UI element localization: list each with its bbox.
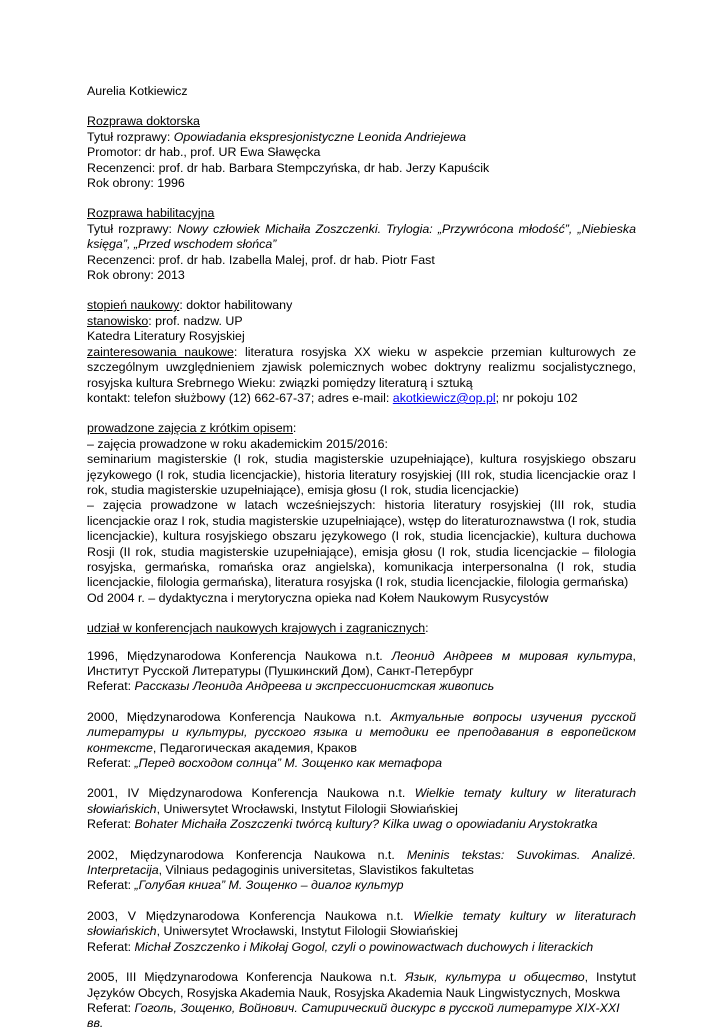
- document-page: [87, 84, 636, 1032]
- classes-circle: Od 2004 r. – dydaktyczna i merytoryczna opieka nad Kołem Naukowym Rusycystów: [87, 590, 549, 605]
- conference-referat: Referat: „Перед восходом солнца” М. Зощенко как метафора: [87, 756, 443, 771]
- conference-referat: Referat: Bohater Michaiła Zoszczenki twórcą kultury? Kilka uwag o opowiadaniu Arystokratka: [87, 817, 598, 832]
- conference-entry: [87, 710, 636, 772]
- department-line: Katedra Literatury Rosyjskiej: [87, 329, 245, 344]
- conference-referat: Referat: Гоголь, Зощенко, Войнович. Сатирический дискурс в русской литературе XIX-XXI вв.: [87, 1000, 620, 1031]
- classes-earlier: – zajęcia prowadzone w latach wcześniejszych: historia literatury rosyjskiej (III rok, studia licencjackie oraz I rok, studia magisterskie uzupełniające), wstęp do literaturoznawstwa (I rok, studia licencjackie), kultura rosyjskiego obszaru językowego (I rok, studia licencjackie), kultura duchowa Rosji (II rok, studia magisterskie uzupełniające), emisja głosu (I rok, studia licencjackie – filologia rosyjska, germańska, romańska oraz angielska), komunikacja interpersonalna (I rok, studia licencjackie, filologia germańska), literatura rosyjska (I rok, studia licencjackie, filologia germańska): [87, 498, 636, 590]
- classes-current-desc: seminarium magisterskie (I rok, studia magisterskie uzupełniające), kultura rosyjskiego obszaru językowego (I rok, studia licencjackie), historia literatury rosyjskiej (III rok, studia licencjackie oraz I rok, studia magisterskie uzupełniające), emisja głosu (I rok, studia licencjackie): [87, 452, 636, 497]
- conferences-heading: udział w konferencjach naukowych krajowych i zagranicznych:: [87, 621, 429, 636]
- conference-entry: [87, 649, 636, 695]
- conference-description: 2001, IV Międzynarodowa Konferencja Naukowa n.t. Wielkie tematy kultury w literaturach słowiańskich, Uniwersytet Wrocławski, Instytut Filologii Słowiańskiej: [87, 786, 636, 816]
- conference-description: 2002, Międzynarodowa Konferencja Naukowa n.t. Meninis tekstas: Suvokimas. Analizė. Interpretacija, Vilniaus pedagoginis universitetas, Slavistikos fakultetas: [87, 847, 636, 878]
- classes-section: [87, 421, 636, 606]
- habilitation-reviewers: Recenzenci: prof. dr hab. Izabella Malej, prof. dr hab. Piotr Fast: [87, 252, 435, 267]
- conference-referat: Referat: „Голубая книга” М. Зощенко – диалог культур: [87, 878, 404, 893]
- conference-description: 2005, III Międzynarodowa Konferencja Naukowa n.t. Язык, культура и общество, Instytut Języków Obcych, Rosyjska Akademia Nauk, Rosyjska Akademia Nauk Lingwistycznych, Moskwa: [87, 970, 636, 1000]
- conference-entry: [87, 970, 636, 1032]
- doctoral-reviewers: Recenzenci: prof. dr hab. Barbara Stempczyńska, dr hab. Jerzy Kapuścik: [87, 160, 490, 175]
- interests-line: zainteresowania naukowe: literatura rosyjska XX wieku w aspekcie przemian kulturowych ze szczególnym uwzględnieniem zjawisk polemicznych wobec doktryny realizmu socjalistycznego, rosyjska kultura Srebrnego Wieku: związki pomiędzy literaturą i sztuką: [87, 344, 636, 390]
- doctoral-section: [87, 114, 636, 191]
- doctoral-year: Rok obrony: 1996: [87, 176, 185, 191]
- doctoral-promotor: Promotor: dr hab., prof. UR Ewa Sławęcka: [87, 145, 321, 160]
- conferences-section: [87, 621, 636, 1032]
- conference-entry: [87, 909, 636, 955]
- author-name: Aurelia Kotkiewicz: [87, 84, 188, 98]
- email-link[interactable]: akotkiewicz@op.pl: [392, 390, 496, 405]
- classes-current: – zajęcia prowadzone w roku akademickim 2015/2016:: [87, 436, 388, 451]
- conference-description: 2000, Międzynarodowa Konferencja Naukowa n.t. Актуальные вопросы изучения русской литературы и культуры, русского языка и методики ее преподавания в европейском контексте, Педагогическая академия, Краков: [87, 709, 636, 755]
- contact-line: kontakt: telefon służbowy (12) 662-67-37; adres e-mail: akotkiewicz@op.pl; nr pokoju 102: [87, 390, 578, 405]
- habilitation-section: [87, 206, 636, 283]
- conference-entry: [87, 786, 636, 832]
- habilitation-heading: Rozprawa habilitacyjna: [87, 206, 215, 221]
- conference-referat: Referat: Рассказы Леонида Андреева и экспрессионистская живопись: [87, 679, 495, 694]
- habilitation-title: Tytuł rozprawy: Nowy człowiek Michaiła Zoszczenki. Trylogia: „Przywrócona młodość”, „Niebieska księga”, „Przed wschodem słońca”: [87, 221, 636, 252]
- conference-referat: Referat: Michał Zoszczenko i Mikołaj Gogol, czyli o powinowactwach duchowych i literackich: [87, 939, 594, 954]
- conference-entry: [87, 848, 636, 894]
- classes-heading: prowadzone zajęcia z krótkim opisem:: [87, 421, 297, 436]
- profile-section: [87, 298, 636, 406]
- degree-line: stopień naukowy: doktor habilitowany: [87, 298, 293, 313]
- position-line: stanowisko: prof. nadzw. UP: [87, 313, 243, 328]
- doctoral-title: Tytuł rozprawy: Opowiadania ekspresjonistyczne Leonida Andriejewa: [87, 129, 467, 144]
- doctoral-heading: Rozprawa doktorska: [87, 114, 200, 129]
- habilitation-year: Rok obrony: 2013: [87, 268, 185, 283]
- conference-description: 1996, Międzynarodowa Konferencja Naukowa n.t. Леонид Андреев м мировая культура, Институт Русской Литературы (Пушкинский Дом), Санкт-Петербург: [87, 648, 636, 678]
- conference-description: 2003, V Międzynarodowa Konferencja Naukowa n.t. Wielkie tematy kultury w literaturach słowiańskich, Uniwersytet Wrocławski, Instytut Filologii Słowiańskiej: [87, 908, 636, 939]
